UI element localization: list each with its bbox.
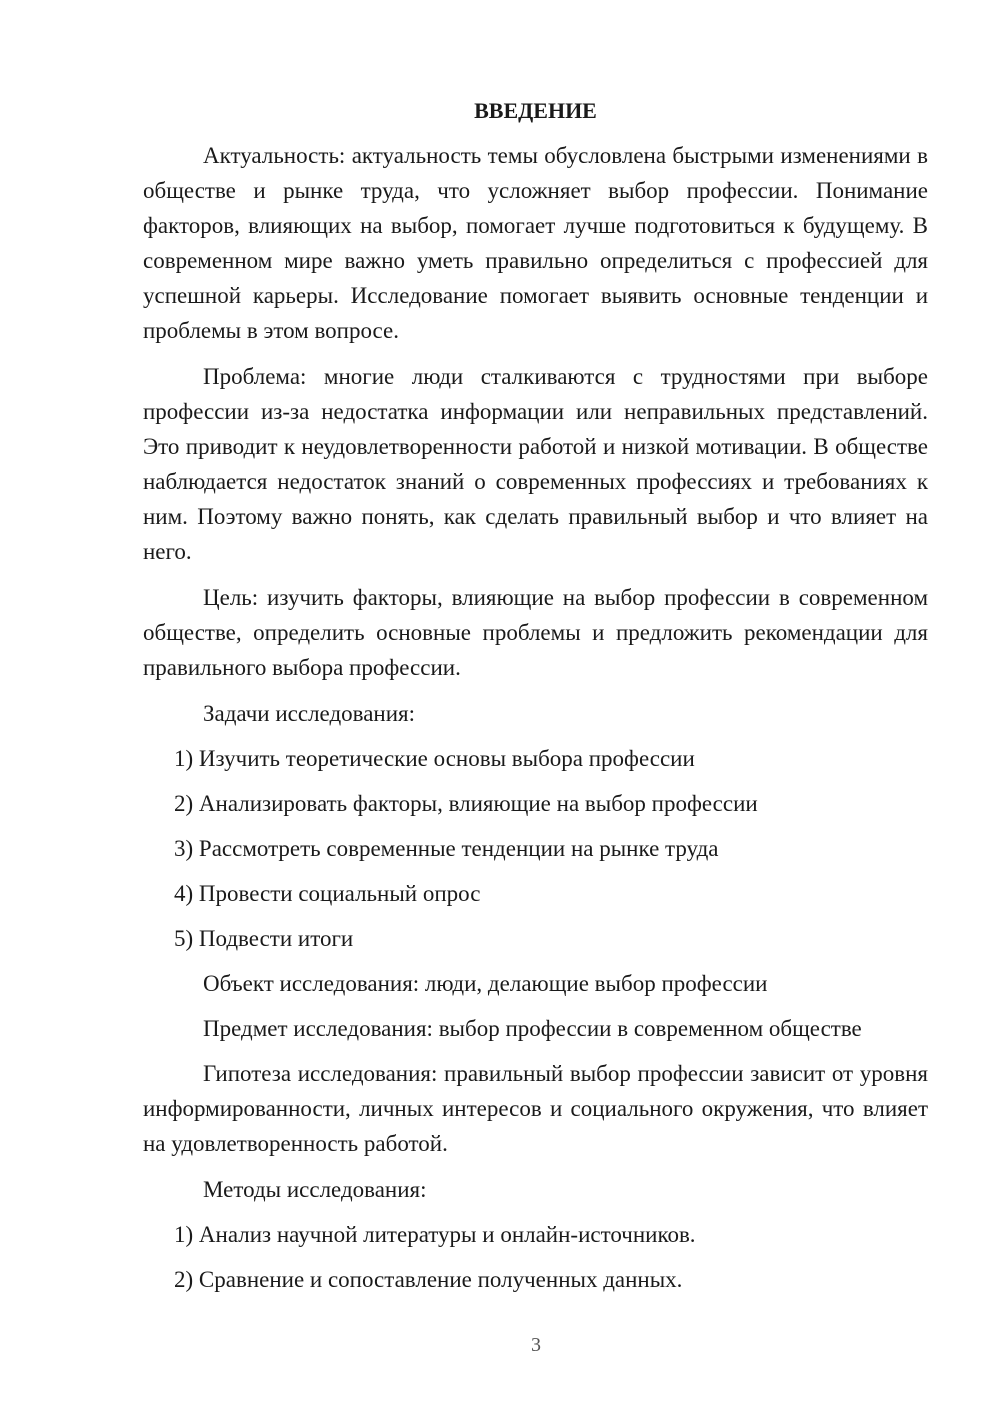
relevance-paragraph: Актуальность: актуальность темы обусловлена быстрыми изменениями в обществе и рынке труда, что усложняет выбор профессии. Понимание факторов, влияющих на выбор, помогает лучше подготовиться к будущему. В современном мире важно уметь правильно определиться с профессией для успешной карьеры. Исследование помогает выявить основные тенденции и проблемы в этом вопросе. bbox=[143, 143, 928, 343]
problem-paragraph: Проблема: многие люди сталкиваются с трудностями при выборе профессии из-за недостатка информации или неправильных представлений. Это приводит к неудовлетворенности работой и низкой мотивации. В обществе наблюдается недостаток знаний о современных профессиях и требованиях к ним. Поэтому важно понять, как сделать правильный выбор и что влияет на него. bbox=[143, 364, 928, 564]
section-title: ВВЕДЕНИЕ bbox=[474, 98, 597, 123]
object-line: Объект исследования: люди, делающие выбор профессии bbox=[203, 971, 768, 996]
methods-list bbox=[143, 1217, 928, 1297]
list-item: 2) Сравнение и сопоставление полученных данных. bbox=[174, 1267, 683, 1292]
hypothesis-paragraph: Гипотеза исследования: правильный выбор профессии зависит от уровня информированности, личных интересов и социального окружения, что влияет на удовлетворенность работой. bbox=[143, 1061, 928, 1156]
methods-heading: Методы исследования: bbox=[203, 1177, 427, 1202]
tasks-heading: Задачи исследования: bbox=[203, 701, 416, 726]
list-item: 1) Анализ научной литературы и онлайн-источников. bbox=[174, 1222, 696, 1247]
goal-paragraph: Цель: изучить факторы, влияющие на выбор профессии в современном обществе, определить основные проблемы и предложить рекомендации для правильного выбора профессии. bbox=[143, 585, 928, 680]
tasks-list bbox=[143, 741, 928, 956]
list-item: 2) Анализировать факторы, влияющие на выбор профессии bbox=[174, 791, 758, 816]
subject-line: Предмет исследования: выбор профессии в современном обществе bbox=[203, 1016, 862, 1041]
page-content bbox=[143, 96, 928, 1307]
page-number: 3 bbox=[531, 1334, 541, 1356]
list-item: 3) Рассмотреть современные тенденции на рынке труда bbox=[174, 836, 719, 861]
list-item: 1) Изучить теоретические основы выбора профессии bbox=[174, 746, 695, 771]
list-item: 5) Подвести итоги bbox=[174, 926, 354, 951]
list-item: 4) Провести социальный опрос bbox=[174, 881, 481, 906]
